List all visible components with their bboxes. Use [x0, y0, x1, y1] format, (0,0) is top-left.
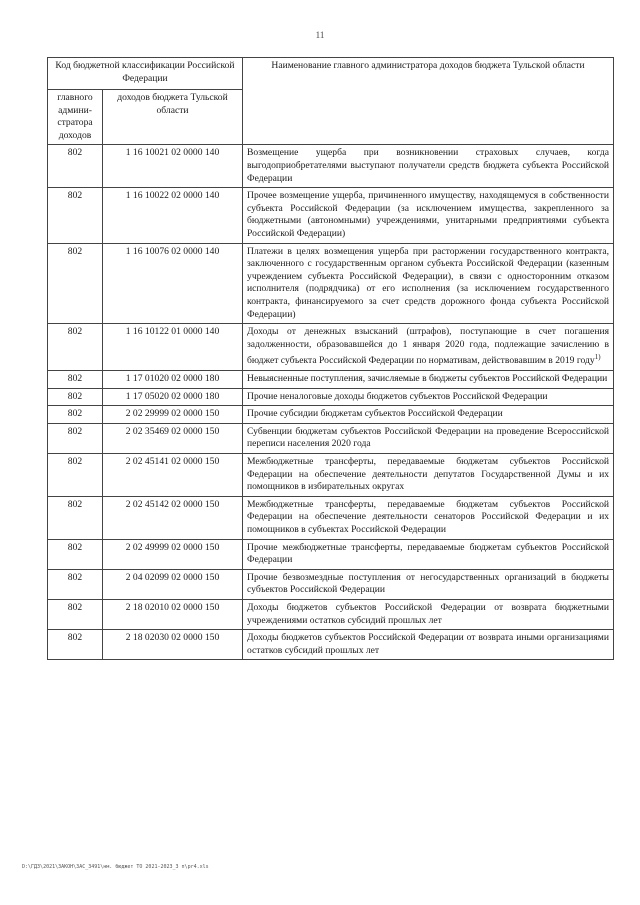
description-text: Возмещение ущерба при возникновении страховых случаев, когда выгодоприобретателями выступают получатели средств бюджета субъекта Российской Федерации	[247, 147, 610, 184]
table-body	[48, 145, 614, 660]
admin-code-cell: 802	[48, 388, 103, 406]
revenue-code-cell: 2 02 45142 02 0000 150	[103, 496, 243, 539]
table-row	[48, 599, 614, 629]
description-cell	[243, 630, 614, 660]
table-row	[48, 496, 614, 539]
revenue-code-cell: 1 16 10021 02 0000 140	[103, 145, 243, 188]
admin-code-cell: 802	[48, 371, 103, 389]
file-path-footer: D:\ГДЗ\2021\ЗАКОН\ЗАС_3491\нм. бюджет ТО 2021-2023_3 п\pr4.xls	[22, 864, 209, 870]
revenue-code-cell: 2 02 29999 02 0000 150	[103, 406, 243, 424]
description-cell	[243, 599, 614, 629]
admin-code-cell: 802	[48, 569, 103, 599]
admin-code-cell: 802	[48, 630, 103, 660]
header-name: Наименование главного администратора доходов бюджета Тульской области	[243, 58, 614, 145]
revenue-code-cell: 1 16 10022 02 0000 140	[103, 188, 243, 243]
description-cell	[243, 569, 614, 599]
revenue-admin-table	[47, 57, 614, 660]
description-text: Доходы от денежных взысканий (штрафов), поступающие в счет погашения задолженности, образовавшейся до 1 января 2020 года, подлежащие зачислению в бюджет субъекта Российской Федерации по нормативам, действовавшим в 2019 году	[247, 326, 610, 367]
description-cell	[243, 496, 614, 539]
description-text: Прочее возмещение ущерба, причиненного имуществу, находящемуся в собственности субъекта Российской Федерации (за исключением имущества, закрепленного за бюджетными (автономными) учреждениями, унитарными предприятиями субъекта Российской Федерации)	[247, 190, 610, 239]
description-text: Прочие межбюджетные трансферты, передаваемые бюджетам субъектов Российской Федерации	[247, 541, 610, 566]
admin-code-cell: 802	[48, 454, 103, 497]
description-cell	[243, 188, 614, 243]
revenue-code-cell: 2 02 35469 02 0000 150	[103, 423, 243, 453]
description-cell	[243, 243, 614, 324]
admin-code-cell: 802	[48, 406, 103, 424]
revenue-code-cell: 1 17 05020 02 0000 180	[103, 388, 243, 406]
admin-code-cell: 802	[48, 324, 103, 371]
description-text: Прочие неналоговые доходы бюджетов субъектов Российской Федерации	[247, 390, 548, 402]
table-row	[48, 188, 614, 243]
admin-code-cell: 802	[48, 539, 103, 569]
header-revenue: доходов бюджета Тульской области	[103, 90, 243, 145]
description-text: Прочие безвозмездные поступления от негосударственных организаций в бюджеты субъектов Российской Федерации	[247, 571, 610, 596]
table-row	[48, 454, 614, 497]
description-cell	[243, 145, 614, 188]
admin-code-cell: 802	[48, 188, 103, 243]
page-number: 11	[315, 30, 325, 40]
description-cell	[243, 406, 614, 424]
revenue-code-cell: 1 16 10122 01 0000 140	[103, 324, 243, 371]
revenue-code-cell: 2 02 45141 02 0000 150	[103, 454, 243, 497]
table-row	[48, 406, 614, 424]
header-code-group: Код бюджетной классификации Российской Федерации	[48, 58, 243, 90]
admin-code-cell: 802	[48, 423, 103, 453]
table-row	[48, 569, 614, 599]
description-cell	[243, 388, 614, 406]
admin-code-cell: 802	[48, 496, 103, 539]
table-row	[48, 145, 614, 188]
description-text: Межбюджетные трансферты, передаваемые бюджетам субъектов Российской Федерации на обеспечение деятельности депутатов Государственной Думы и их помощников в избирательных округах	[247, 456, 610, 493]
description-cell	[243, 539, 614, 569]
description-text: Доходы бюджетов субъектов Российской Федерации от возврата иными организациями остатков субсидий прошлых лет	[247, 632, 610, 656]
revenue-code-cell: 1 16 10076 02 0000 140	[103, 243, 243, 324]
description-cell	[243, 454, 614, 497]
admin-code-cell: 802	[48, 243, 103, 324]
description-text: Субвенции бюджетам субъектов Российской Федерации на проведение Всероссийской переписи населения 2020 года	[247, 425, 610, 450]
table-row	[48, 243, 614, 324]
description-text: Платежи в целях возмещения ущерба при расторжении государственного контракта, заключенного с государственным органом субъекта Российской Федерации (казенным учреждением субъекта Российской Федерации), в связи с односторонним отказом исполнителя (подрядчика) от его исполнения (за исключением государственного контракта, финансируемого за счет средств дорожного фонда субъекта Российской Федерации)	[247, 245, 610, 320]
description-cell	[243, 371, 614, 389]
description-text: Невыясненные поступления, зачисляемые в бюджеты субъектов Российской Федерации	[247, 373, 608, 385]
revenue-code-cell: 1 17 01020 02 0000 180	[103, 371, 243, 389]
admin-code-cell: 802	[48, 145, 103, 188]
revenue-code-cell: 2 02 49999 02 0000 150	[103, 539, 243, 569]
table-row	[48, 630, 614, 660]
revenue-code-cell: 2 18 02030 02 0000 150	[103, 630, 243, 660]
table-row	[48, 371, 614, 389]
table-row	[48, 388, 614, 406]
description-cell	[243, 423, 614, 453]
table-row	[48, 539, 614, 569]
table-row	[48, 423, 614, 453]
description-text: Межбюджетные трансферты, передаваемые бюджетам субъектов Российской Федерации на обеспечение деятельности сенаторов Российской Федерации и их помощников в субъектах Российской Федерации	[247, 498, 610, 535]
admin-code-cell: 802	[48, 599, 103, 629]
revenue-code-cell: 2 18 02010 02 0000 150	[103, 599, 243, 629]
description-text: Доходы бюджетов субъектов Российской Федерации от возврата бюджетными учреждениями остатков субсидий прошлых лет	[247, 601, 610, 626]
table-row	[48, 324, 614, 371]
header-admin: главного админи-стратора доходов	[48, 90, 103, 145]
description-text: Прочие субсидии бюджетам субъектов Российской Федерации	[247, 408, 503, 420]
revenue-code-cell: 2 04 02099 02 0000 150	[103, 569, 243, 599]
footnote-mark: 1)	[594, 353, 601, 362]
description-cell	[243, 324, 614, 371]
